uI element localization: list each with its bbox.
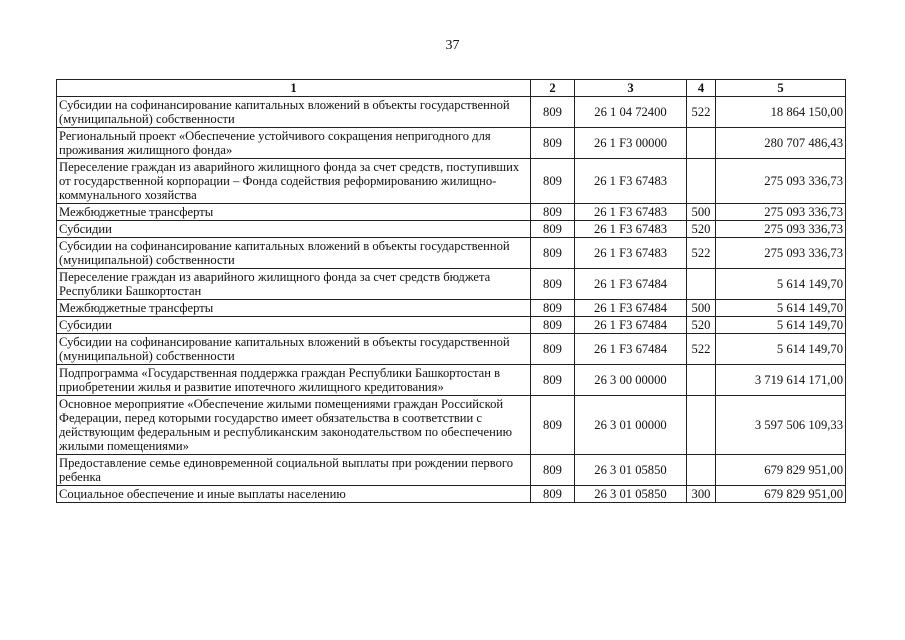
table-row <box>57 269 846 300</box>
row-name-cell: Предоставление семье единовременной социальной выплаты при рождении первого ребенка <box>57 455 531 486</box>
row-ministry-cell: 809 <box>531 396 575 455</box>
row-expense-type-cell: 522 <box>687 238 716 269</box>
row-amount-cell: 679 829 951,00 <box>716 455 846 486</box>
row-name-cell: Субсидии <box>57 221 531 238</box>
row-ministry-cell: 809 <box>531 97 575 128</box>
row-target-cell: 26 3 01 05850 <box>575 486 687 503</box>
row-target-cell: 26 3 00 00000 <box>575 365 687 396</box>
row-amount-cell: 679 829 951,00 <box>716 486 846 503</box>
row-amount-cell: 275 093 336,73 <box>716 204 846 221</box>
row-ministry-cell: 809 <box>531 221 575 238</box>
column-header-expense-type: 4 <box>687 80 716 97</box>
row-ministry-cell: 809 <box>531 300 575 317</box>
row-name-cell: Переселение граждан из аварийного жилищного фонда за счет средств, поступивших от государственной корпорации – Фонда содействия реформированию жилищно-коммунального хозяйства <box>57 159 531 204</box>
table-row <box>57 128 846 159</box>
table-row <box>57 334 846 365</box>
row-expense-type-cell <box>687 396 716 455</box>
row-ministry-cell: 809 <box>531 204 575 221</box>
row-name-cell: Субсидии <box>57 317 531 334</box>
table-row <box>57 455 846 486</box>
row-expense-type-cell <box>687 365 716 396</box>
budget-table <box>56 79 846 503</box>
row-amount-cell: 5 614 149,70 <box>716 269 846 300</box>
row-expense-type-cell: 520 <box>687 221 716 238</box>
row-expense-type-cell: 500 <box>687 300 716 317</box>
row-target-cell: 26 1 F3 67484 <box>575 269 687 300</box>
row-target-cell: 26 1 F3 67483 <box>575 221 687 238</box>
column-header-name: 1 <box>57 80 531 97</box>
table-row <box>57 365 846 396</box>
row-target-cell: 26 1 F3 67483 <box>575 159 687 204</box>
row-ministry-cell: 809 <box>531 128 575 159</box>
row-name-cell: Межбюджетные трансферты <box>57 204 531 221</box>
row-amount-cell: 5 614 149,70 <box>716 300 846 317</box>
row-ministry-cell: 809 <box>531 269 575 300</box>
row-ministry-cell: 809 <box>531 334 575 365</box>
row-target-cell: 26 1 F3 67484 <box>575 334 687 365</box>
table-row <box>57 300 846 317</box>
table-row <box>57 486 846 503</box>
row-name-cell: Субсидии на софинансирование капитальных вложений в объекты государственной (муниципальной) собственности <box>57 334 531 365</box>
row-amount-cell: 3 719 614 171,00 <box>716 365 846 396</box>
row-name-cell: Субсидии на софинансирование капитальных вложений в объекты государственной (муниципальной) собственности <box>57 97 531 128</box>
table-row <box>57 97 846 128</box>
table-body <box>57 97 846 503</box>
row-expense-type-cell <box>687 455 716 486</box>
column-header-amount: 5 <box>716 80 846 97</box>
row-target-cell: 26 1 F3 00000 <box>575 128 687 159</box>
row-amount-cell: 275 093 336,73 <box>716 159 846 204</box>
row-name-cell: Субсидии на софинансирование капитальных вложений в объекты государственной (муниципальной) собственности <box>57 238 531 269</box>
column-header-ministry: 2 <box>531 80 575 97</box>
table-row <box>57 396 846 455</box>
row-expense-type-cell <box>687 128 716 159</box>
row-amount-cell: 275 093 336,73 <box>716 238 846 269</box>
row-expense-type-cell: 500 <box>687 204 716 221</box>
row-ministry-cell: 809 <box>531 159 575 204</box>
row-target-cell: 26 1 F3 67484 <box>575 300 687 317</box>
row-ministry-cell: 809 <box>531 486 575 503</box>
row-target-cell: 26 3 01 05850 <box>575 455 687 486</box>
page-number: 37 <box>445 38 460 53</box>
row-name-cell: Основное мероприятие «Обеспечение жилыми помещениями граждан Российской Федерации, перед которыми государство имеет обязательства в соответствии с действующим федеральным и республиканским законодательством по обеспечению жилыми помещениями» <box>57 396 531 455</box>
row-target-cell: 26 1 F3 67483 <box>575 204 687 221</box>
row-ministry-cell: 809 <box>531 238 575 269</box>
row-amount-cell: 5 614 149,70 <box>716 334 846 365</box>
row-amount-cell: 275 093 336,73 <box>716 221 846 238</box>
row-name-cell: Социальное обеспечение и иные выплаты населению <box>57 486 531 503</box>
row-expense-type-cell: 520 <box>687 317 716 334</box>
header-row <box>57 80 846 97</box>
row-expense-type-cell <box>687 269 716 300</box>
table-row <box>57 159 846 204</box>
row-amount-cell: 3 597 506 109,33 <box>716 396 846 455</box>
table-row <box>57 238 846 269</box>
row-expense-type-cell: 522 <box>687 334 716 365</box>
row-name-cell: Региональный проект «Обеспечение устойчивого сокращения непригодного для проживания жилищного фонда» <box>57 128 531 159</box>
table-row <box>57 204 846 221</box>
row-ministry-cell: 809 <box>531 455 575 486</box>
row-name-cell: Межбюджетные трансферты <box>57 300 531 317</box>
row-ministry-cell: 809 <box>531 317 575 334</box>
row-name-cell: Переселение граждан из аварийного жилищного фонда за счет средств бюджета Республики Башкортостан <box>57 269 531 300</box>
row-ministry-cell: 809 <box>531 365 575 396</box>
row-target-cell: 26 1 F3 67484 <box>575 317 687 334</box>
column-header-target: 3 <box>575 80 687 97</box>
row-expense-type-cell: 522 <box>687 97 716 128</box>
table-row <box>57 317 846 334</box>
table-row <box>57 221 846 238</box>
row-target-cell: 26 1 04 72400 <box>575 97 687 128</box>
row-name-cell: Подпрограмма «Государственная поддержка граждан Республики Башкортостан в приобретении жилья и развитие ипотечного жилищного кредитования» <box>57 365 531 396</box>
row-target-cell: 26 3 01 00000 <box>575 396 687 455</box>
row-expense-type-cell: 300 <box>687 486 716 503</box>
row-expense-type-cell <box>687 159 716 204</box>
row-amount-cell: 18 864 150,00 <box>716 97 846 128</box>
row-amount-cell: 280 707 486,43 <box>716 128 846 159</box>
row-amount-cell: 5 614 149,70 <box>716 317 846 334</box>
row-target-cell: 26 1 F3 67483 <box>575 238 687 269</box>
